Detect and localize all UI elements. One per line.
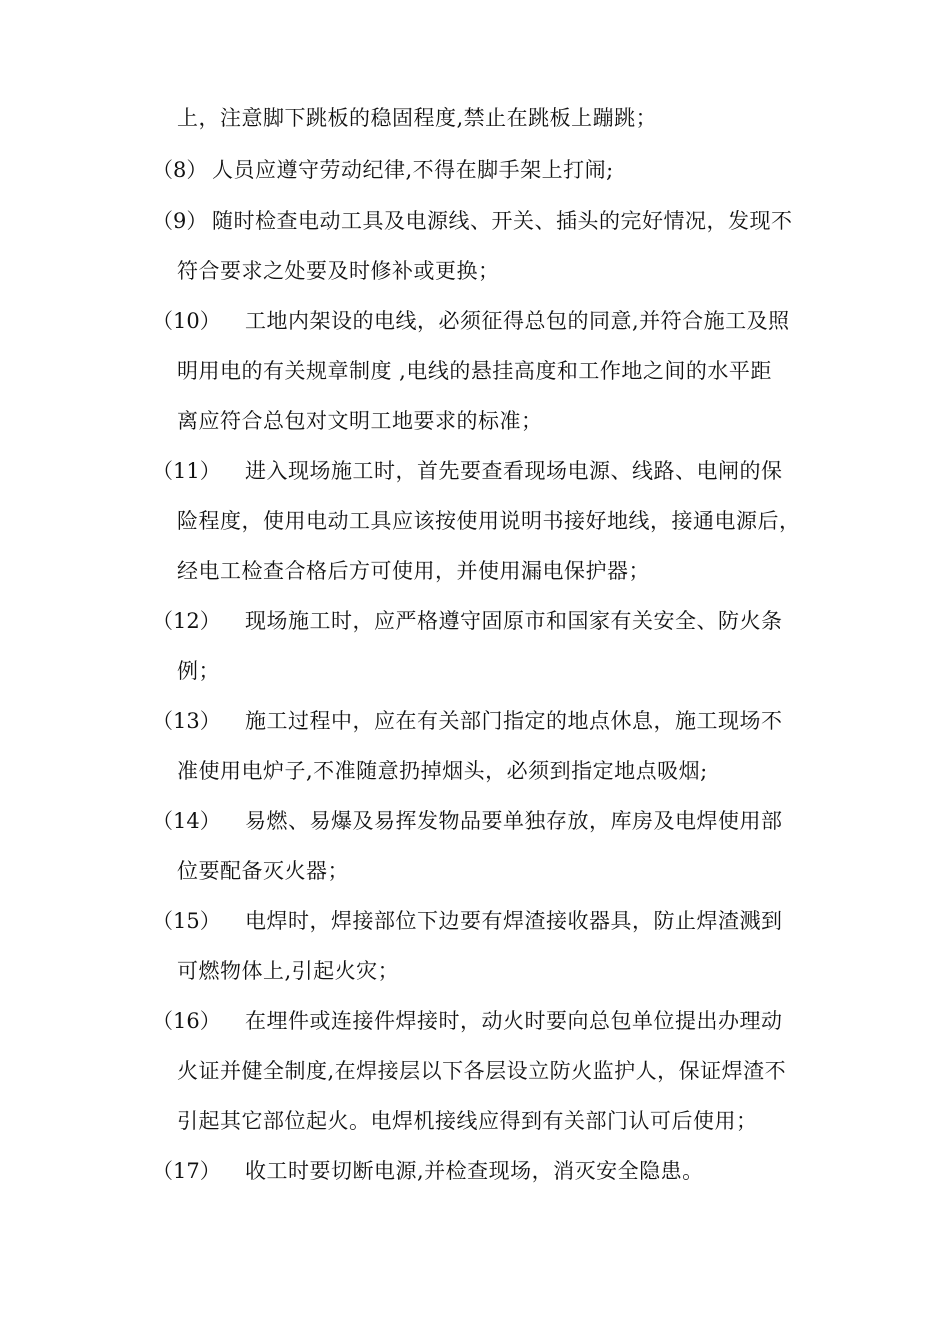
paragraph-line: 收工时要切断电源,并检查现场，消灭安全隐患。 [245, 1159, 704, 1183]
paragraph-line: 进入现场施工时，首先要查看现场电源、线路、电闸的保 [245, 459, 783, 483]
paragraph-line: 易燃、易爆及易挥发物品要单独存放，库房及电焊使用部 [245, 809, 783, 833]
item-number: （12） [152, 609, 221, 633]
paragraph-line: 符合要求之处要及时修补或更换； [177, 259, 500, 283]
item-number: （15） [152, 909, 221, 933]
paragraph-line: 准使用电炉子,不准随意扔掉烟头，必须到指定地点吸烟; [177, 759, 708, 783]
item-number: （17） [152, 1159, 221, 1183]
item-number: （13） [152, 709, 221, 733]
item-number: （11） [152, 459, 221, 483]
item-number: （9） [152, 209, 208, 233]
paragraph-line: 施工过程中，应在有关部门指定的地点休息，施工现场不 [245, 709, 783, 733]
item-number: （10） [152, 309, 221, 333]
paragraph-line: 离应符合总包对文明工地要求的标准； [177, 409, 543, 433]
paragraph-line: 火证并健全制度,在焊接层以下各层设立防火监护人，保证焊渣不 [177, 1059, 787, 1083]
paragraph-line: 人员应遵守劳动纪律,不得在脚手架上打闹; [212, 158, 614, 182]
paragraph-line: 上，注意脚下跳板的稳固程度,禁止在跳板上蹦跳； [177, 106, 658, 130]
paragraph-line: 经电工检查合格后方可使用，并使用漏电保护器； [177, 559, 650, 583]
item-number: （14） [152, 809, 221, 833]
paragraph-line: 工地内架设的电线，必须征得总包的同意,并符合施工及照 [245, 309, 790, 333]
paragraph-line: 引起其它部位起火。电焊机接线应得到有关部门认可后使用； [177, 1109, 758, 1133]
paragraph-line: 可燃物体上,引起火灾； [177, 959, 400, 983]
paragraph-line: 电焊时，焊接部位下边要有焊渣接收器具，防止焊渣溅到 [245, 909, 783, 933]
paragraph-line: 例； [177, 659, 220, 683]
item-number: （8） [152, 158, 208, 182]
paragraph-line: 险程度，使用电动工具应该按使用说明书接好地线，接通电源后， [177, 509, 801, 533]
paragraph-line: 位要配备灭火器； [177, 859, 349, 883]
paragraph-line: 明用电的有关规章制度 ,电线的悬挂高度和工作地之间的水平距 [177, 359, 772, 383]
paragraph-line: 现场施工时，应严格遵守固原市和国家有关安全、防火条 [245, 609, 783, 633]
item-number: （16） [152, 1009, 221, 1033]
paragraph-line: 在埋件或连接件焊接时，动火时要向总包单位提出办理动 [245, 1009, 783, 1033]
paragraph-line: 随时检查电动工具及电源线、开关、插头的完好情况，发现不 [212, 209, 793, 233]
